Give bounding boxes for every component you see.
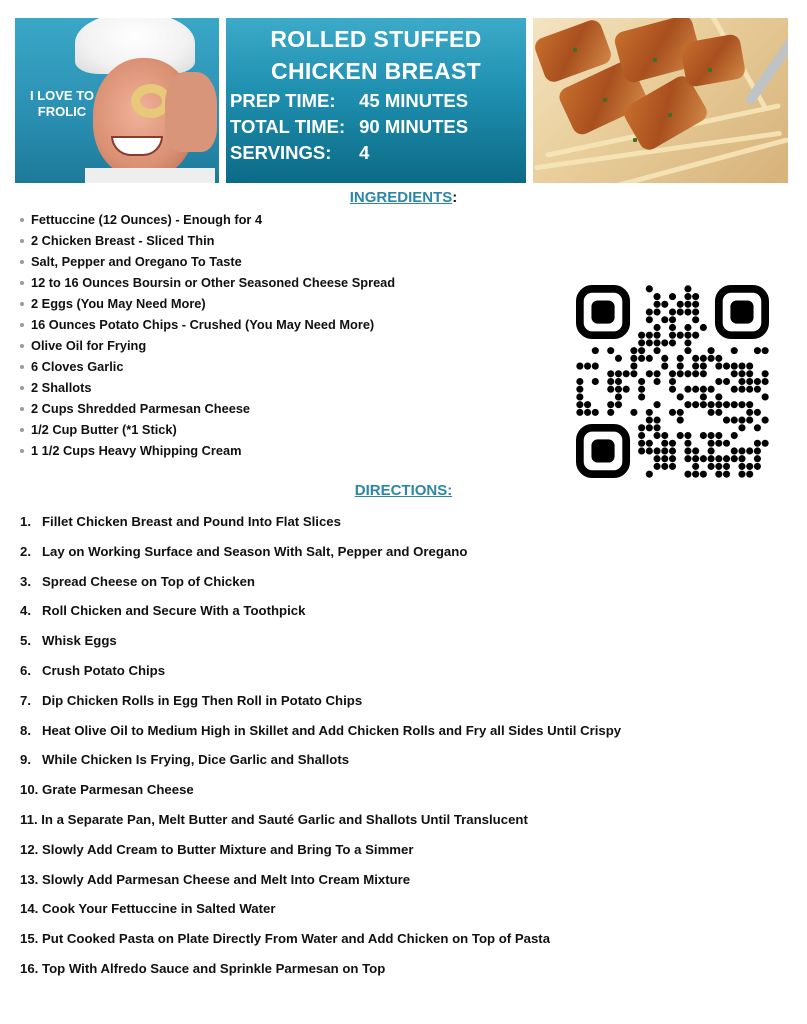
qr-module — [677, 301, 684, 308]
qr-module — [738, 401, 745, 408]
qr-module — [754, 386, 761, 393]
qr-module — [692, 401, 699, 408]
qr-module — [638, 347, 645, 354]
qr-module — [576, 363, 583, 370]
qr-module — [692, 355, 699, 362]
qr-module — [746, 447, 753, 454]
qr-module — [684, 440, 691, 447]
chicken-slice — [680, 33, 747, 88]
title-panel — [226, 18, 526, 183]
qr-module — [684, 386, 691, 393]
qr-module — [646, 332, 653, 339]
ingredients-heading-colon: : — [452, 189, 458, 206]
qr-module — [731, 455, 738, 462]
qr-module — [661, 355, 668, 362]
qr-module — [700, 401, 707, 408]
qr-module — [623, 370, 630, 377]
qr-finder-center — [591, 300, 614, 323]
total-time-label: TOTAL TIME: — [230, 116, 346, 137]
ingredient-item: 2 Cups Shredded Parmesan Cheese — [20, 398, 395, 419]
herb-fleck — [573, 48, 577, 52]
ingredients-list — [20, 209, 395, 461]
qr-module — [754, 347, 761, 354]
qr-module — [615, 378, 622, 385]
qr-module — [584, 409, 591, 416]
qr-module — [646, 471, 653, 478]
qr-module — [692, 455, 699, 462]
qr-module — [700, 393, 707, 400]
qr-module — [731, 417, 738, 424]
qr-module — [715, 463, 722, 470]
directions-list — [20, 511, 621, 988]
qr-module — [677, 308, 684, 315]
recipe-title-line2: CHICKEN BREAST — [271, 58, 481, 84]
qr-module — [669, 463, 676, 470]
qr-module — [700, 355, 707, 362]
qr-module — [762, 347, 769, 354]
total-time-value: 90 MINUTES — [359, 116, 469, 137]
qr-module — [576, 393, 583, 400]
qr-module — [715, 409, 722, 416]
qr-module — [708, 355, 715, 362]
qr-module — [708, 463, 715, 470]
qr-module — [607, 409, 614, 416]
qr-module — [638, 440, 645, 447]
herb-fleck — [603, 98, 607, 102]
qr-module — [630, 363, 637, 370]
qr-module — [654, 417, 661, 424]
herb-fleck — [708, 68, 712, 72]
ingredients-heading-text: INGREDIENTS — [349, 189, 453, 206]
qr-module — [638, 424, 645, 431]
qr-module — [731, 386, 738, 393]
qr-module — [708, 347, 715, 354]
qr-module — [684, 370, 691, 377]
qr-module — [700, 363, 707, 370]
direction-step: 14. Cook Your Fettuccine in Salted Water — [20, 901, 276, 917]
qr-module — [654, 293, 661, 300]
qr-module — [669, 455, 676, 462]
qr-module — [646, 370, 653, 377]
qr-module — [692, 370, 699, 377]
qr-module — [592, 363, 599, 370]
herb-fleck — [633, 138, 637, 142]
qr-module — [615, 355, 622, 362]
direction-step: 7. Dip Chicken Rolls in Egg Then Roll in Potato Chips — [20, 692, 363, 708]
qr-module — [692, 332, 699, 339]
qr-module — [654, 308, 661, 315]
qr-module — [746, 463, 753, 470]
qr-module — [630, 370, 637, 377]
qr-module — [762, 417, 769, 424]
qr-module — [746, 370, 753, 377]
qr-module — [746, 417, 753, 424]
qr-module — [576, 409, 583, 416]
direction-step: 2. Lay on Working Surface and Season With Salt, Pepper and Oregano — [20, 543, 468, 559]
qr-module — [762, 393, 769, 400]
qr-module — [746, 386, 753, 393]
qr-module — [646, 447, 653, 454]
qr-module — [746, 409, 753, 416]
ingredient-item: 2 Chicken Breast - Sliced Thin — [20, 230, 395, 251]
recipe-header — [15, 18, 788, 183]
qr-finder-center — [730, 300, 753, 323]
qr-module — [692, 293, 699, 300]
qr-module — [684, 471, 691, 478]
qr-module — [677, 363, 684, 370]
qr-module — [692, 301, 699, 308]
qr-module — [615, 401, 622, 408]
ingredient-item: Fettuccine (12 Ounces) - Enough for 4 — [20, 209, 395, 230]
qr-module — [669, 370, 676, 377]
qr-module — [684, 285, 691, 292]
qr-module — [630, 347, 637, 354]
qr-module — [762, 378, 769, 385]
qr-module — [669, 339, 676, 346]
qr-module — [646, 355, 653, 362]
qr-module — [677, 393, 684, 400]
qr-module — [738, 363, 745, 370]
direction-step: 9. While Chicken Is Frying, Dice Garlic and Shallots — [20, 752, 350, 768]
dish-photo — [533, 18, 788, 183]
chef-hand — [165, 72, 217, 152]
chef-photo — [15, 18, 219, 183]
qr-module — [754, 424, 761, 431]
qr-module — [661, 316, 668, 323]
qr-module — [654, 370, 661, 377]
qr-module — [754, 463, 761, 470]
qr-module — [669, 386, 676, 393]
qr-module — [692, 447, 699, 454]
qr-module — [746, 363, 753, 370]
qr-module — [754, 409, 761, 416]
prep-time-value: 45 MINUTES — [359, 90, 469, 111]
qr-module — [715, 378, 722, 385]
directions-heading-text: DIRECTIONS: — [354, 482, 453, 499]
qr-module — [731, 401, 738, 408]
qr-module — [684, 332, 691, 339]
qr-module — [584, 401, 591, 408]
qr-module — [715, 393, 722, 400]
qr-module — [738, 447, 745, 454]
qr-module — [646, 316, 653, 323]
qr-module — [661, 339, 668, 346]
qr-module — [607, 378, 614, 385]
qr-module — [700, 432, 707, 439]
qr-module — [646, 417, 653, 424]
direction-step: 12. Slowly Add Cream to Butter Mixture and Bring To a Simmer — [20, 841, 414, 857]
ingredients-heading — [0, 189, 807, 206]
qr-module — [669, 409, 676, 416]
direction-step: 8. Heat Olive Oil to Medium High in Skillet and Add Chicken Rolls and Fry all Sides Until Crispy — [20, 722, 622, 738]
direction-step: 4. Roll Chicken and Secure With a Toothpick — [20, 603, 306, 619]
qr-module — [661, 440, 668, 447]
qr-module — [715, 471, 722, 478]
qr-module — [661, 301, 668, 308]
qr-module — [723, 463, 730, 470]
qr-module — [700, 455, 707, 462]
qr-module — [692, 471, 699, 478]
qr-module — [723, 363, 730, 370]
qr-module — [715, 440, 722, 447]
frolic-badge-text: I LOVE TO FROLIC — [29, 88, 95, 119]
directions-heading — [0, 482, 807, 499]
qr-module — [661, 455, 668, 462]
qr-module — [684, 301, 691, 308]
qr-module — [607, 370, 614, 377]
qr-module — [723, 401, 730, 408]
qr-module — [669, 308, 676, 315]
qr-module — [677, 432, 684, 439]
ingredient-item: 12 to 16 Ounces Boursin or Other Seasoned Cheese Spread — [20, 272, 395, 293]
qr-module — [738, 471, 745, 478]
qr-module — [708, 440, 715, 447]
qr-module — [669, 378, 676, 385]
qr-module — [592, 378, 599, 385]
qr-module — [638, 393, 645, 400]
qr-module — [731, 363, 738, 370]
qr-module — [607, 386, 614, 393]
qr-module — [684, 347, 691, 354]
direction-step: 13. Slowly Add Parmesan Cheese and Melt Into Cream Mixture — [20, 871, 411, 887]
qr-module — [654, 324, 661, 331]
qr-module — [646, 409, 653, 416]
qr-module — [607, 347, 614, 354]
ingredient-item: 16 Ounces Potato Chips - Crushed (You May Need More) — [20, 314, 395, 335]
qr-module — [669, 316, 676, 323]
ingredient-item: 6 Cloves Garlic — [20, 356, 395, 377]
qr-module — [646, 285, 653, 292]
qr-module — [692, 316, 699, 323]
direction-step: 1. Fillet Chicken Breast and Pound Into Flat Slices — [20, 514, 341, 529]
qr-module — [738, 370, 745, 377]
qr-module — [762, 370, 769, 377]
qr-module — [669, 324, 676, 331]
qr-code-icon[interactable] — [576, 285, 769, 478]
qr-module — [654, 332, 661, 339]
qr-finder-center — [591, 439, 614, 462]
qr-module — [607, 401, 614, 408]
qr-module — [700, 471, 707, 478]
chef-shirt — [85, 168, 215, 183]
ingredient-item: Olive Oil for Frying — [20, 335, 395, 356]
qr-module — [762, 440, 769, 447]
qr-module — [615, 393, 622, 400]
qr-module — [715, 432, 722, 439]
qr-module — [661, 447, 668, 454]
qr-module — [646, 308, 653, 315]
servings-label: SERVINGS: — [230, 142, 332, 163]
qr-module — [738, 463, 745, 470]
qr-module — [723, 378, 730, 385]
qr-module — [738, 386, 745, 393]
qr-module — [684, 432, 691, 439]
qr-module — [708, 432, 715, 439]
qr-module — [692, 463, 699, 470]
prep-time-row — [230, 90, 468, 112]
qr-module — [654, 301, 661, 308]
prep-time-label: PREP TIME: — [230, 90, 336, 111]
qr-module — [715, 401, 722, 408]
qr-module — [715, 363, 722, 370]
qr-module — [684, 339, 691, 346]
qr-module — [592, 347, 599, 354]
qr-module — [731, 447, 738, 454]
qr-module — [677, 332, 684, 339]
qr-module — [669, 293, 676, 300]
qr-module — [708, 447, 715, 454]
qr-module — [684, 447, 691, 454]
servings-value: 4 — [359, 142, 370, 163]
qr-module — [754, 455, 761, 462]
qr-module — [723, 417, 730, 424]
qr-module — [576, 401, 583, 408]
qr-module — [723, 455, 730, 462]
qr-module — [746, 471, 753, 478]
qr-module — [731, 432, 738, 439]
qr-module — [684, 324, 691, 331]
qr-module — [669, 447, 676, 454]
ingredient-item: 1/2 Cup Butter (*1 Stick) — [20, 419, 395, 440]
qr-module — [738, 455, 745, 462]
qr-module — [654, 432, 661, 439]
ingredient-item: 1 1/2 Cups Heavy Whipping Cream — [20, 440, 395, 461]
qr-module — [677, 355, 684, 362]
direction-step: 6. Crush Potato Chips — [20, 662, 166, 678]
qr-module — [754, 447, 761, 454]
qr-module — [692, 308, 699, 315]
qr-module — [654, 424, 661, 431]
qr-module — [646, 424, 653, 431]
qr-module — [700, 370, 707, 377]
qr-module — [615, 370, 622, 377]
qr-module — [738, 378, 745, 385]
direction-step: 3. Spread Cheese on Top of Chicken — [20, 573, 255, 589]
qr-module — [638, 378, 645, 385]
qr-module — [654, 378, 661, 385]
total-time-row — [230, 116, 468, 138]
qr-module — [592, 409, 599, 416]
qr-module — [677, 417, 684, 424]
qr-module — [661, 432, 668, 439]
qr-module — [684, 308, 691, 315]
qr-module — [623, 386, 630, 393]
qr-module — [708, 409, 715, 416]
qr-module — [669, 332, 676, 339]
qr-module — [638, 386, 645, 393]
ingredient-item: 2 Shallots — [20, 377, 395, 398]
qr-module — [731, 370, 738, 377]
qr-module — [754, 440, 761, 447]
qr-module — [630, 355, 637, 362]
qr-module — [677, 370, 684, 377]
qr-module — [638, 447, 645, 454]
qr-module — [630, 409, 637, 416]
qr-module — [746, 401, 753, 408]
qr-module — [638, 339, 645, 346]
qr-module — [700, 386, 707, 393]
qr-module — [738, 417, 745, 424]
qr-module — [669, 440, 676, 447]
qr-module — [654, 347, 661, 354]
direction-step: 11. In a Separate Pan, Melt Butter and Sauté Garlic and Shallots Until Translucent — [20, 811, 528, 827]
direction-step: 5. Whisk Eggs — [20, 633, 117, 649]
qr-module — [661, 363, 668, 370]
qr-module — [584, 363, 591, 370]
qr-module — [754, 378, 761, 385]
qr-module — [700, 324, 707, 331]
qr-module — [646, 339, 653, 346]
ingredient-item: 2 Eggs (You May Need More) — [20, 293, 395, 314]
qr-module — [692, 386, 699, 393]
qr-module — [638, 355, 645, 362]
servings-row — [230, 142, 369, 164]
qr-module — [654, 447, 661, 454]
qr-module — [615, 386, 622, 393]
qr-module — [746, 378, 753, 385]
qr-module — [738, 424, 745, 431]
qr-module — [684, 293, 691, 300]
qr-module — [708, 386, 715, 393]
qr-module — [684, 401, 691, 408]
qr-module — [715, 355, 722, 362]
herb-fleck — [668, 113, 672, 117]
qr-module — [638, 332, 645, 339]
recipe-title-line1: ROLLED STUFFED — [270, 26, 482, 52]
qr-module — [684, 455, 691, 462]
qr-module — [646, 440, 653, 447]
qr-module — [723, 440, 730, 447]
qr-module — [654, 463, 661, 470]
qr-module — [692, 363, 699, 370]
qr-module — [576, 378, 583, 385]
qr-module — [677, 409, 684, 416]
direction-step: 16. Top With Alfredo Sauce and Sprinkle Parmesan on Top — [20, 960, 386, 976]
qr-module — [723, 471, 730, 478]
qr-module — [708, 401, 715, 408]
qr-module — [654, 339, 661, 346]
qr-module — [661, 463, 668, 470]
qr-module — [708, 455, 715, 462]
direction-step: 10. Grate Parmesan Cheese — [20, 782, 194, 798]
ingredient-item: Salt, Pepper and Oregano To Taste — [20, 251, 395, 272]
qr-module — [654, 455, 661, 462]
qr-module — [731, 347, 738, 354]
qr-module — [654, 401, 661, 408]
qr-module — [638, 432, 645, 439]
qr-module — [576, 386, 583, 393]
direction-step: 15. Put Cooked Pasta on Plate Directly From Water and Add Chicken on Top of Pasta — [20, 931, 551, 947]
qr-module — [715, 455, 722, 462]
fork — [744, 18, 788, 106]
herb-fleck — [653, 58, 657, 62]
